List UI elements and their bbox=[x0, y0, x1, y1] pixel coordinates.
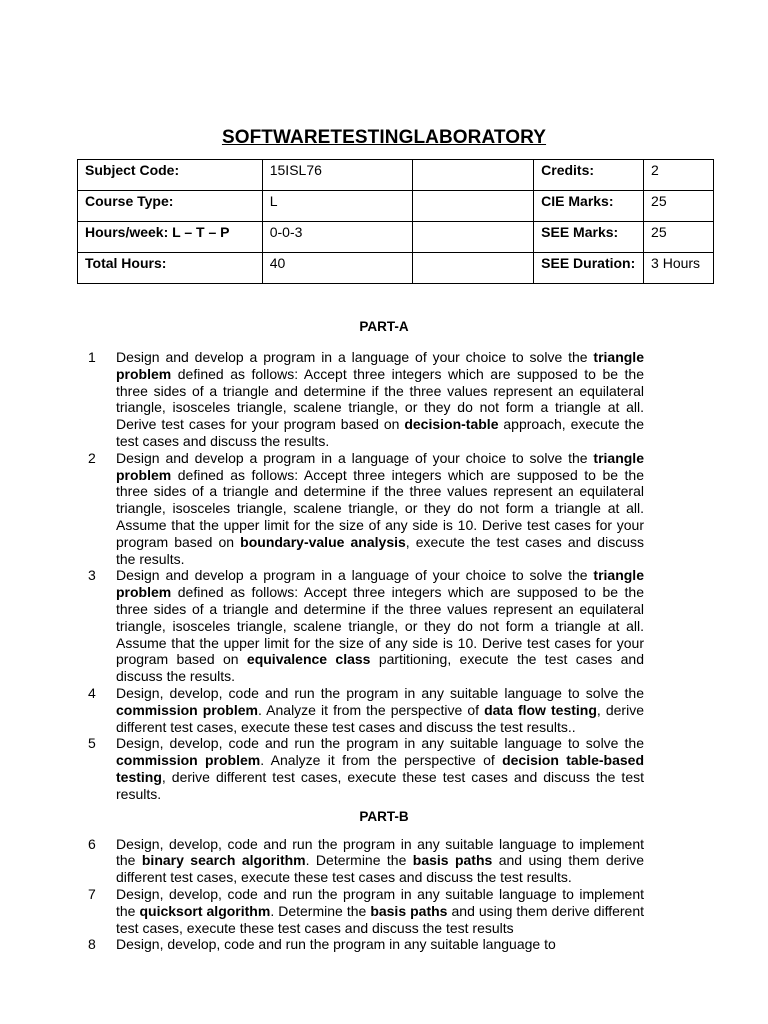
bold-term: basis paths bbox=[412, 852, 493, 869]
empty-cell bbox=[413, 222, 534, 253]
bold-term: decision-table bbox=[404, 416, 499, 433]
text-segment: Design, develop, code and run the program in any suitable language to bbox=[116, 936, 556, 953]
text-segment: defined as follows: Accept three integers which are supposed to be the three sides of a triangle and determine if the three values represent an equilateral triangle, isosceles triangle, scalene triangle, or they do not form a triangle at all. Assume that the upper limit for the size of any side is 10. Derive test cases for your program based on bbox=[116, 466, 644, 550]
info-label: SEE Marks: bbox=[534, 222, 644, 253]
info-value: 25 bbox=[644, 222, 714, 253]
text-segment: . Analyze it from the perspective of bbox=[260, 752, 503, 769]
list-item bbox=[88, 349, 644, 450]
text-segment: approach, execute the test cases and discuss the results. bbox=[116, 416, 644, 449]
info-value: 3 Hours bbox=[644, 253, 714, 284]
page-title: SOFTWARETESTINGLABORATORY bbox=[221, 127, 547, 148]
list-item bbox=[88, 567, 644, 685]
text-segment: Design and develop a program in a language of your choice to solve the bbox=[116, 349, 594, 365]
info-label: Total Hours: bbox=[78, 253, 263, 284]
item-text bbox=[116, 936, 644, 953]
info-value: 15ISL76 bbox=[262, 160, 413, 191]
empty-cell bbox=[413, 253, 534, 284]
item-text bbox=[116, 349, 644, 450]
text-segment: . Determine the bbox=[305, 852, 413, 869]
item-text bbox=[116, 735, 644, 802]
text-segment: , derive different test cases, execute these test cases and discuss the test results. bbox=[116, 768, 644, 802]
text-segment: , derive different test cases, execute these test cases and discuss the test results.. bbox=[116, 701, 644, 735]
info-value: L bbox=[262, 191, 413, 222]
text-segment: . Analyze it from the perspective of bbox=[257, 701, 485, 718]
bold-term: equivalence class bbox=[246, 651, 371, 668]
item-text bbox=[116, 450, 644, 568]
item-text bbox=[116, 685, 644, 735]
item-text bbox=[116, 886, 644, 936]
list-item bbox=[88, 685, 644, 735]
table-row bbox=[78, 160, 714, 191]
course-info-table bbox=[77, 159, 714, 284]
bold-term: triangle problem bbox=[116, 567, 644, 601]
table-row bbox=[78, 253, 714, 284]
text-segment: , execute the test cases and discuss the results. bbox=[116, 533, 644, 567]
bold-term: basis paths bbox=[370, 902, 448, 919]
bold-term: commission problem bbox=[116, 752, 261, 769]
text-segment: Design and develop a program in a language of your choice to solve the bbox=[116, 567, 594, 584]
item-number: 1 bbox=[88, 349, 96, 365]
part-b-section bbox=[88, 803, 644, 836]
text-segment: Design, develop, code and run the program in any suitable language to solve the bbox=[116, 684, 644, 701]
list-item bbox=[88, 886, 644, 936]
item-number: 8 bbox=[88, 936, 96, 953]
text-segment: partitioning, execute the test cases and discuss the results. bbox=[116, 651, 644, 685]
bold-term: data flow testing bbox=[484, 701, 597, 718]
item-number: 2 bbox=[88, 449, 96, 466]
bold-term: triangle problem bbox=[116, 449, 644, 483]
bold-term: commission problem bbox=[116, 701, 258, 718]
list-item bbox=[88, 936, 644, 953]
info-label: CIE Marks: bbox=[534, 191, 644, 222]
text-segment: Design, develop, code and run the program in any suitable language to solve the bbox=[116, 735, 644, 752]
info-label: Subject Code: bbox=[78, 160, 263, 191]
text-segment: defined as follows: Accept three integers which are supposed to be the three sides of a triangle and determine if the three values represent an equilateral triangle, isosceles triangle, scalene triangle, or they do not form a triangle at all. Derive test cases for your program based on bbox=[116, 365, 644, 433]
bold-term: quicksort algorithm bbox=[139, 902, 271, 919]
info-value: 0-0-3 bbox=[262, 222, 413, 253]
table-row bbox=[78, 222, 714, 253]
text-segment: and using them derive different test cases, execute these test cases and discuss the test results bbox=[116, 902, 645, 936]
item-number: 6 bbox=[88, 835, 96, 852]
item-number: 4 bbox=[88, 684, 96, 701]
bold-term: decision table-based testing bbox=[116, 752, 644, 785]
text-segment: defined as follows: Accept three integers which are supposed to be the three sides of a triangle and determine if the three values represent an equilateral triangle, isosceles triangle, scalene triangle, or they do not form a triangle at all. Assume that the upper limit for the size of any side is 10. Derive test cases for your program based on bbox=[116, 584, 644, 668]
info-label: Hours/week: L – T – P bbox=[78, 222, 263, 253]
info-value: 40 bbox=[262, 253, 413, 284]
list-item bbox=[88, 735, 644, 802]
list-item bbox=[88, 450, 644, 568]
info-label: Credits: bbox=[534, 160, 644, 191]
text-segment: Design and develop a program in a language of your choice to solve the bbox=[116, 449, 594, 466]
info-label: Course Type: bbox=[78, 191, 263, 222]
bold-term: boundary-value analysis bbox=[240, 533, 406, 550]
item-number: 7 bbox=[88, 885, 96, 902]
item-text bbox=[116, 836, 644, 886]
part-a-heading: PART-A bbox=[359, 319, 409, 334]
text-segment: Design, develop, code and run the program in any suitable language to implement the bbox=[116, 835, 644, 869]
text-segment: and using them derive different test cases, execute these test cases and discuss the test results. bbox=[116, 852, 645, 886]
bold-term: triangle problem bbox=[116, 349, 644, 382]
item-number: 3 bbox=[88, 567, 96, 584]
empty-cell bbox=[413, 191, 534, 222]
list-item bbox=[88, 836, 644, 886]
experiment-list bbox=[88, 349, 644, 953]
text-segment: . Determine the bbox=[270, 902, 371, 919]
info-value: 25 bbox=[644, 191, 714, 222]
bold-term: binary search algorithm bbox=[141, 852, 306, 869]
item-text bbox=[116, 567, 644, 685]
text-segment: Design, develop, code and run the program in any suitable language to implement the bbox=[116, 885, 644, 919]
part-b-heading: PART-B bbox=[359, 808, 409, 824]
info-label: SEE Duration: bbox=[534, 253, 644, 284]
item-number: 5 bbox=[88, 735, 96, 752]
empty-cell bbox=[413, 160, 534, 191]
table-row bbox=[78, 191, 714, 222]
info-value: 2 bbox=[644, 160, 714, 191]
